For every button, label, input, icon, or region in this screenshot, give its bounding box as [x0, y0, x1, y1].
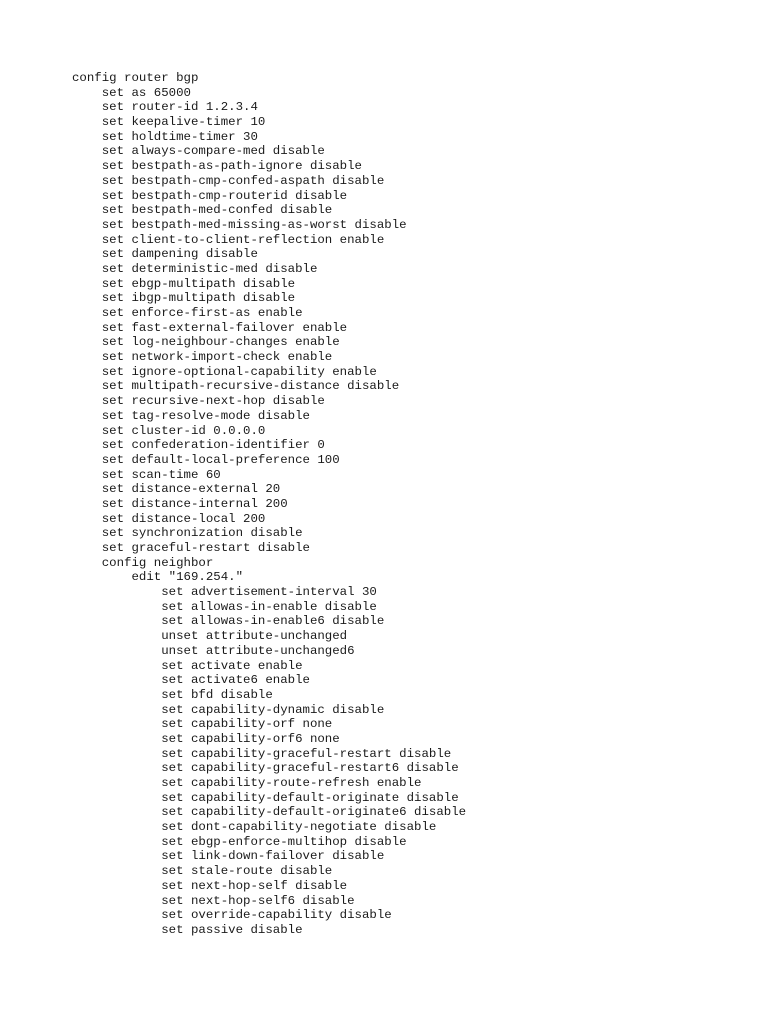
config-line: set bestpath-med-missing-as-worst disable	[72, 217, 407, 232]
config-line: config router bgp	[72, 71, 199, 85]
config-line: set ebgp-multipath disable	[72, 276, 296, 291]
config-line: set capability-default-originate disable	[72, 790, 459, 805]
config-line: set advertisement-interval 30	[72, 585, 377, 600]
config-line: set deterministic-med disable	[72, 261, 318, 276]
config-line: set ignore-optional-capability enable	[72, 364, 377, 379]
config-line: set ibgp-multipath disable	[72, 291, 296, 306]
config-line: set graceful-restart disable	[72, 541, 310, 555]
config-line: set recursive-next-hop disable	[72, 394, 325, 409]
config-line: unset attribute-unchanged6	[72, 643, 355, 658]
config-line: set capability-graceful-restart disable	[72, 746, 452, 761]
config-line: set distance-local 200	[72, 511, 266, 526]
config-line: set multipath-recursive-distance disable	[72, 379, 400, 394]
config-line: set link-down-failover disable	[72, 849, 385, 864]
config-line: set ebgp-enforce-multihop disable	[72, 834, 407, 849]
config-line: set default-local-preference 100	[72, 452, 340, 467]
config-line: set next-hop-self6 disable	[72, 893, 355, 908]
bgp-config-text	[72, 71, 466, 938]
config-line: set capability-dynamic disable	[72, 702, 385, 717]
config-line: config neighbor	[72, 555, 214, 570]
config-line: set bestpath-cmp-routerid disable	[72, 188, 348, 203]
config-line: set bestpath-cmp-confed-aspath disable	[72, 173, 385, 188]
config-line: set capability-graceful-restart6 disable	[72, 761, 459, 776]
config-line: set enforce-first-as enable	[72, 306, 303, 320]
config-line: set holdtime-timer 30	[72, 129, 258, 144]
config-line: set distance-internal 200	[72, 496, 288, 511]
config-line: set dampening disable	[72, 247, 258, 262]
config-line: set capability-orf6 none	[72, 731, 340, 746]
config-line: set log-neighbour-changes enable	[72, 335, 340, 350]
config-line: set activate enable	[72, 658, 303, 673]
config-line: set always-compare-med disable	[72, 144, 325, 159]
config-line: set synchronization disable	[72, 526, 303, 541]
config-line: set stale-route disable	[72, 864, 333, 879]
config-line: set next-hop-self disable	[72, 878, 348, 893]
config-line: set dont-capability-negotiate disable	[72, 820, 437, 835]
config-line: edit "169.254."	[72, 570, 244, 585]
config-line: set passive disable	[72, 922, 303, 937]
config-line: set bestpath-as-path-ignore disable	[72, 159, 362, 174]
config-line: set capability-orf none	[72, 717, 333, 732]
config-line: set distance-external 20	[72, 482, 281, 497]
config-line: set scan-time 60	[72, 467, 221, 482]
config-line: set bestpath-med-confed disable	[72, 203, 333, 218]
config-line: set cluster-id 0.0.0.0	[72, 423, 266, 438]
config-line: unset attribute-unchanged	[72, 629, 348, 644]
config-line: set bfd disable	[72, 687, 273, 702]
config-line: set network-import-check enable	[72, 350, 333, 365]
config-line: set keepalive-timer 10	[72, 115, 266, 130]
config-line: set as 65000	[72, 85, 191, 100]
config-line: set activate6 enable	[72, 673, 310, 688]
config-line: set allowas-in-enable6 disable	[72, 614, 385, 629]
config-line: set tag-resolve-mode disable	[72, 408, 310, 423]
config-line: set client-to-client-reflection enable	[72, 232, 385, 247]
config-line: set confederation-identifier 0	[72, 438, 325, 453]
config-line: set capability-route-refresh enable	[72, 776, 422, 790]
config-line: set fast-external-failover enable	[72, 320, 348, 335]
config-line: set capability-default-originate6 disable	[72, 805, 467, 820]
config-line: set router-id 1.2.3.4	[72, 100, 258, 115]
config-line: set override-capability disable	[72, 908, 392, 923]
config-line: set allowas-in-enable disable	[72, 599, 377, 614]
